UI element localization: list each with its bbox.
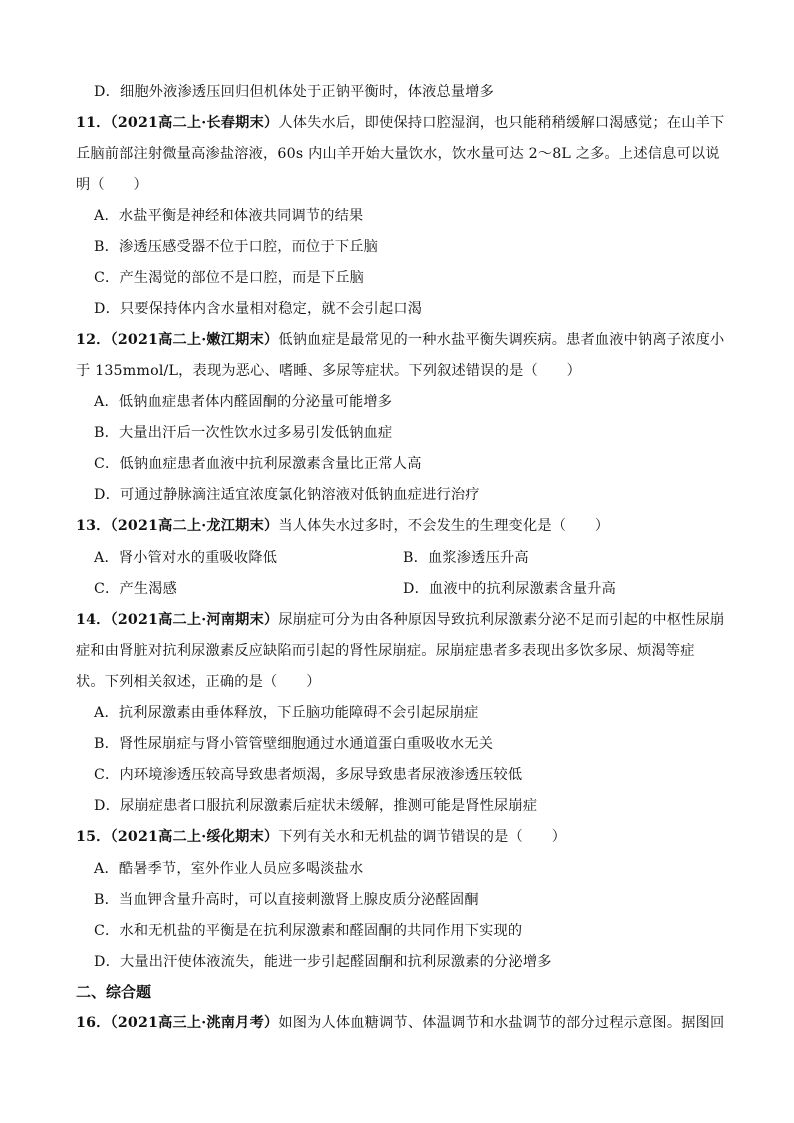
- question-16: [76, 1013, 724, 1033]
- question-stem-line: 于 135mmol/L，表现为恶心、嗜睡、多尿等症状。下列叙述错误的是（ ）: [76, 363, 582, 379]
- q12-option-d: D．可通过静脉滴注适宜浓度氯化钠溶液对低钠血症进行治疗: [94, 487, 480, 503]
- question-stem: 当人体失水过多时，不会发生的生理变化是（ ）: [278, 518, 610, 534]
- section-heading: 二、综合题: [76, 983, 152, 1001]
- question-source: （2021高二上·河南期末）: [110, 612, 279, 628]
- q15-option-c: C．水和无机盐的平衡是在抗利尿激素和醛固酮的共同作用下实现的: [94, 923, 523, 939]
- question-stem: 尿崩症可分为由各种原因导致抗利尿激素分泌不足而引起的中枢性尿崩: [278, 612, 725, 628]
- q13-option-b: B．血浆渗透压升高: [403, 550, 529, 566]
- question-number: 12．: [76, 332, 111, 348]
- q13-option-d: D．血液中的抗利尿激素含量升高: [403, 581, 617, 597]
- question-stem-line: 症和由肾脏对抗利尿激素反应缺陷而引起的肾性尿崩症。尿崩症患者多表现出多饮多尿、烦渴等症: [76, 643, 695, 659]
- question-number: 11．: [76, 115, 111, 131]
- q14-option-c: C．内环境渗透压较高导致患者烦渴，多尿导致患者尿液渗透压较低: [94, 767, 523, 783]
- question-number: 15．: [76, 829, 111, 845]
- question-12: [76, 330, 724, 350]
- q13-option-a: A．肾小管对水的重吸收降低: [94, 550, 278, 566]
- q12-option-c: C．低钠血症患者血液中抗利尿激素含量比正常人高: [94, 456, 422, 472]
- question-source: （2021高二上·绥化期末）: [110, 829, 279, 845]
- q11-option-a: A．水盐平衡是神经和体液共同调节的结果: [94, 208, 364, 224]
- q11-option-c: C．产生渴觉的部位不是口腔，而是下丘脑: [94, 270, 365, 286]
- q14-option-d: D．尿崩症患者口服抗利尿激素后症状未缓解，推测可能是肾性尿崩症: [94, 798, 538, 814]
- question-stem-line: 状。下列相关叙述，正确的是（ ）: [76, 674, 321, 690]
- q12-option-b: B．大量出汗后一次性饮水过多易引发低钠血症: [94, 425, 393, 441]
- q15-option-b: B．当血钾含量升高时，可以直接刺激肾上腺皮质分泌醛固酮: [94, 892, 479, 908]
- question-13: [76, 516, 609, 536]
- question-stem: 如图为人体血糖调节、体温调节和水盐调节的部分过程示意图。据图回: [278, 1015, 725, 1031]
- question-source: （2021高二上·长春期末）: [110, 115, 279, 131]
- q14-option-a: A．抗利尿激素由垂体释放，下丘脑功能障碍不会引起尿崩症: [94, 705, 479, 721]
- q10-option-d: D．细胞外液渗透压回归但机体处于正钠平衡时，体液总量增多: [94, 84, 495, 100]
- question-stem-line: 丘脑前部注射微量高渗盐溶液，60s 内山羊开始大量饮水，饮水量可达 2～8L 之多。上述信息可以说: [76, 146, 720, 162]
- question-number: 13．: [76, 518, 111, 534]
- q11-option-b: B．渗透压感受器不位于口腔，而位于下丘脑: [94, 239, 378, 255]
- question-15: [76, 827, 566, 847]
- q13-option-c: C．产生渴感: [94, 581, 177, 597]
- q12-option-a: A．低钠血症患者体内醛固酮的分泌量可能增多: [94, 394, 393, 410]
- q15-option-d: D．大量出汗使体液流失，能进一步引起醛固酮和抗利尿激素的分泌增多: [94, 954, 552, 970]
- question-source: （2021高二上·嫩江期末）: [110, 332, 279, 348]
- q11-option-d: D．只要保持体内含水量相对稳定，就不会引起口渴: [94, 301, 423, 317]
- question-stem: 下列有关水和无机盐的调节错误的是（ ）: [278, 829, 567, 845]
- q14-option-b: B．肾性尿崩症与肾小管管壁细胞通过水通道蛋白重吸收水无关: [94, 736, 494, 752]
- question-number: 16．: [76, 1015, 111, 1031]
- question-number: 14．: [76, 612, 111, 628]
- question-stem: 低钠血症是最常见的一种水盐平衡失调疾病。患者血液中钠离子浓度小: [278, 332, 725, 348]
- question-11: [76, 113, 724, 133]
- question-source: （2021高三上·洮南月考）: [110, 1015, 279, 1031]
- question-14: [76, 610, 724, 630]
- question-source: （2021高二上·龙江期末）: [110, 518, 279, 534]
- question-stem-line: 明（ ）: [76, 177, 148, 193]
- question-stem: 人体失水后，即使保持口腔湿润，也只能稍稍缓解口渴感觉；在山羊下: [278, 115, 725, 131]
- q15-option-a: A．酷暑季节，室外作业人员应多喝淡盐水: [94, 861, 364, 877]
